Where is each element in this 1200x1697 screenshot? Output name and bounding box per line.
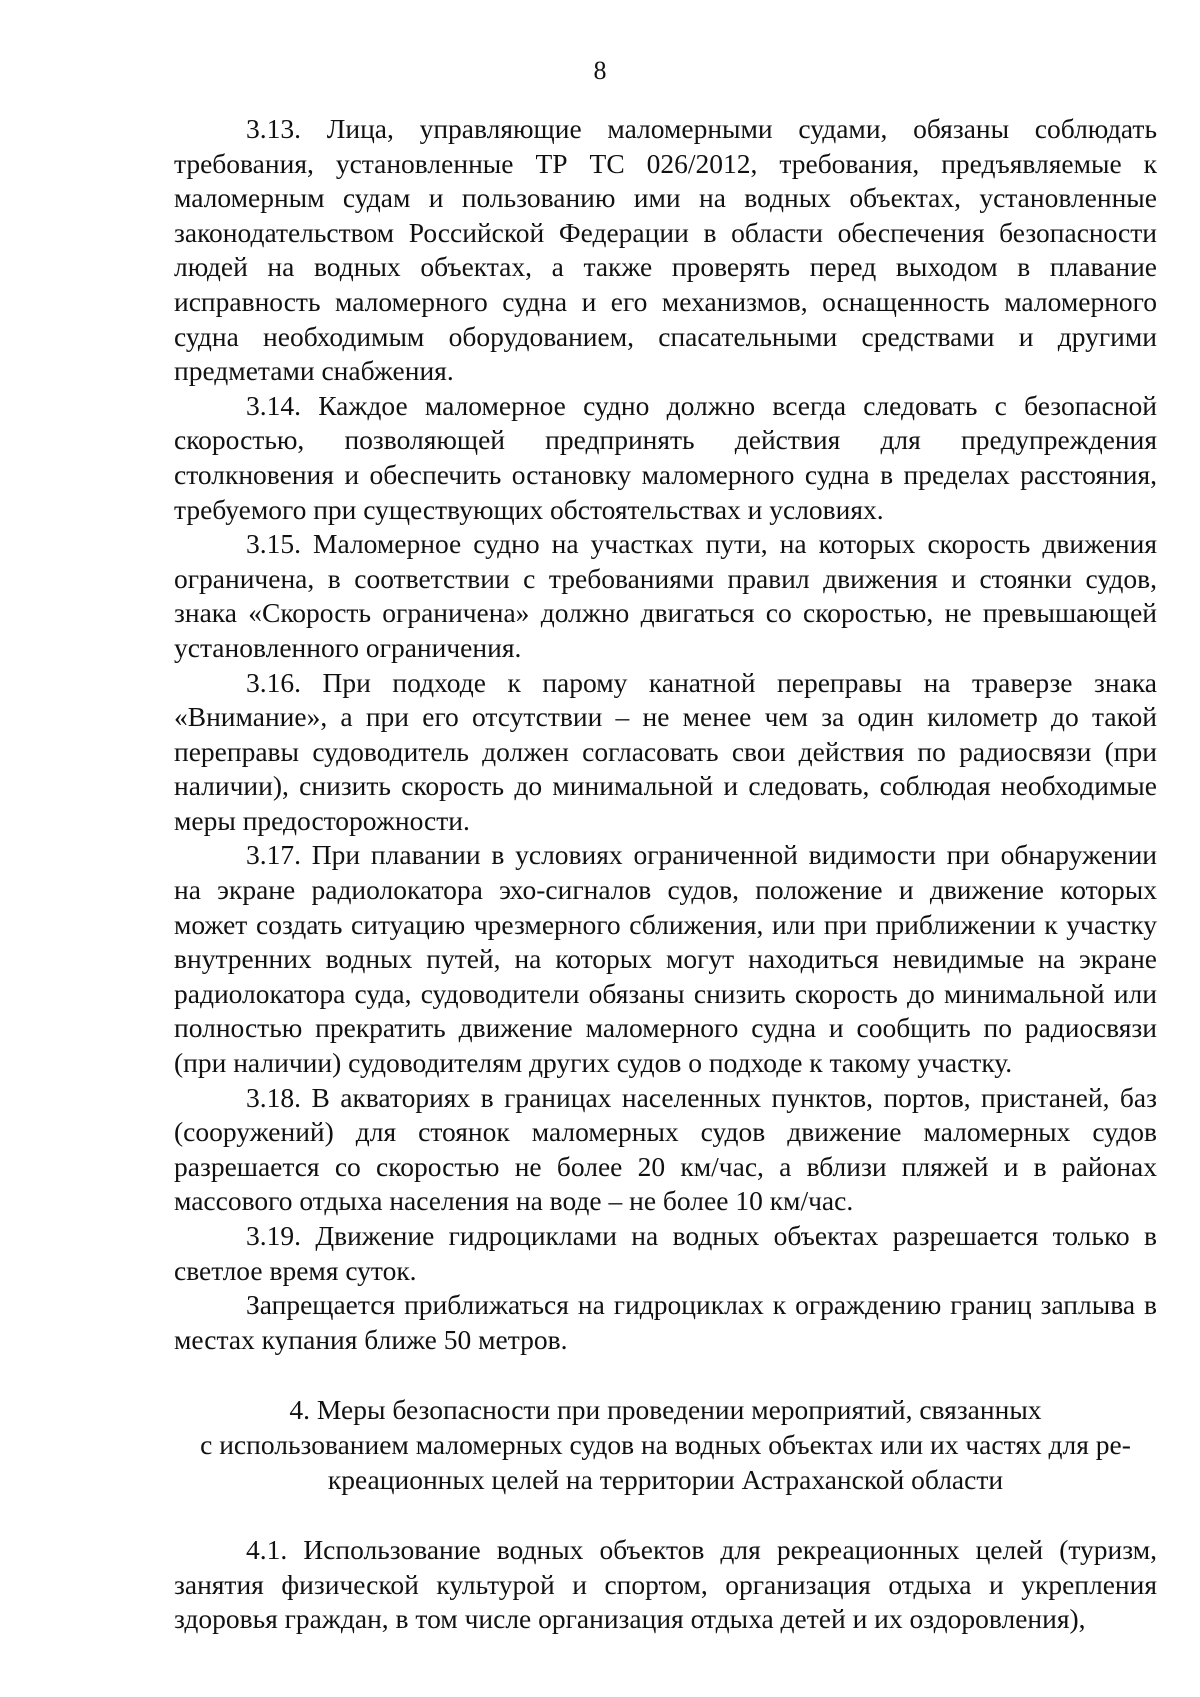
paragraph-3-15: 3.15. Маломерное судно на участках пути, на которых скорость движения ограничена, в соответствии с требованиями правил движения и стоянки судов, знака «Скорость ограничена» должно двигаться со скоростью, не превышающей установленного ограничения.	[174, 528, 1157, 663]
paragraph-3-19-continued: Запрещается приближаться на гидроциклах к ограждению границ заплыва в местах купания ближе 50 метров.	[174, 1289, 1157, 1355]
page-number: 8	[593, 56, 607, 85]
section-4-heading-line-3: креационных целей на территории Астраханской области	[327, 1463, 1004, 1495]
section-4-heading	[174, 1393, 1157, 1497]
paragraph-3-16: 3.16. При подходе к парому канатной переправы на траверзе знака «Внимание», а при его отсутствии – не менее чем за один километр до такой переправы судоводитель должен согласовать свои действия по радиосвязи (при наличии), снизить скорость до минимальной и следовать, соблюдая необходимые меры предосторожности.	[174, 666, 1157, 836]
paragraph-3-19: 3.19. Движение гидроциклами на водных объектах разрешается только в светлое время суток.	[174, 1220, 1157, 1286]
paragraph-4-1: 4.1. Использование водных объектов для рекреационных целей (туризм, занятия физической культурой и спортом, организация отдыха и укрепления здоровья граждан, в том числе организация отдыха детей и их оздоровления),	[174, 1534, 1157, 1635]
paragraph-3-18: 3.18. В акваториях в границах населенных пунктов, портов, пристаней, баз (сооружений) для стоянок маломерных судов движение маломерных судов разрешается со скоростью не более 20 км/час, а вблизи пляжей и в районах массового отдыха населения на воде – не более 10 км/час.	[174, 1081, 1157, 1217]
document-body	[174, 112, 1157, 1637]
paragraph-3-14: 3.14. Каждое маломерное судно должно всегда следовать с безопасной скоростью, позволяющей предпринять действия для предупреждения столкновения и обеспечить остановку маломерного судна в пределах расстояния, требуемого при существующих обстоятельствах и условиях.	[174, 389, 1157, 525]
paragraph-3-13: 3.13. Лица, управляющие маломерными судами, обязаны соблюдать требования, установленные ТР ТС 026/2012, требования, предъявляемые к маломерным судам и пользованию ими на водных объектах, установленные законодательством Российской Федерации в области обеспечения безопасности людей на водных объектах, а также проверять перед выходом в плавание исправность маломерного судна и его механизмов, оснащенность маломерного судна необходимым оборудованием, спасательными средствами и другими предметами снабжения.	[174, 113, 1157, 387]
paragraph-3-17: 3.17. При плавании в условиях ограниченной видимости при обнаружении на экране радиолокатора эхо-сигналов судов, положение и движение которых может создать ситуацию чрезмерного сближения, или при приближении к участку внутренних водных путей, на которых могут находиться невидимые на экране радиолокатора суда, судоводители обязаны снизить скорость до минимальной или полностью прекратить движение маломерного судна и сообщить по радиосвязи (при наличии) судоводителям других судов о подходе к такому участку.	[174, 839, 1157, 1079]
section-4-heading-line-2: с использованием маломерных судов на водных объектах или их частях для ре-	[200, 1428, 1131, 1460]
section-4-heading-line-1: 4. Меры безопасности при проведении мероприятий, связанных	[289, 1394, 1042, 1426]
